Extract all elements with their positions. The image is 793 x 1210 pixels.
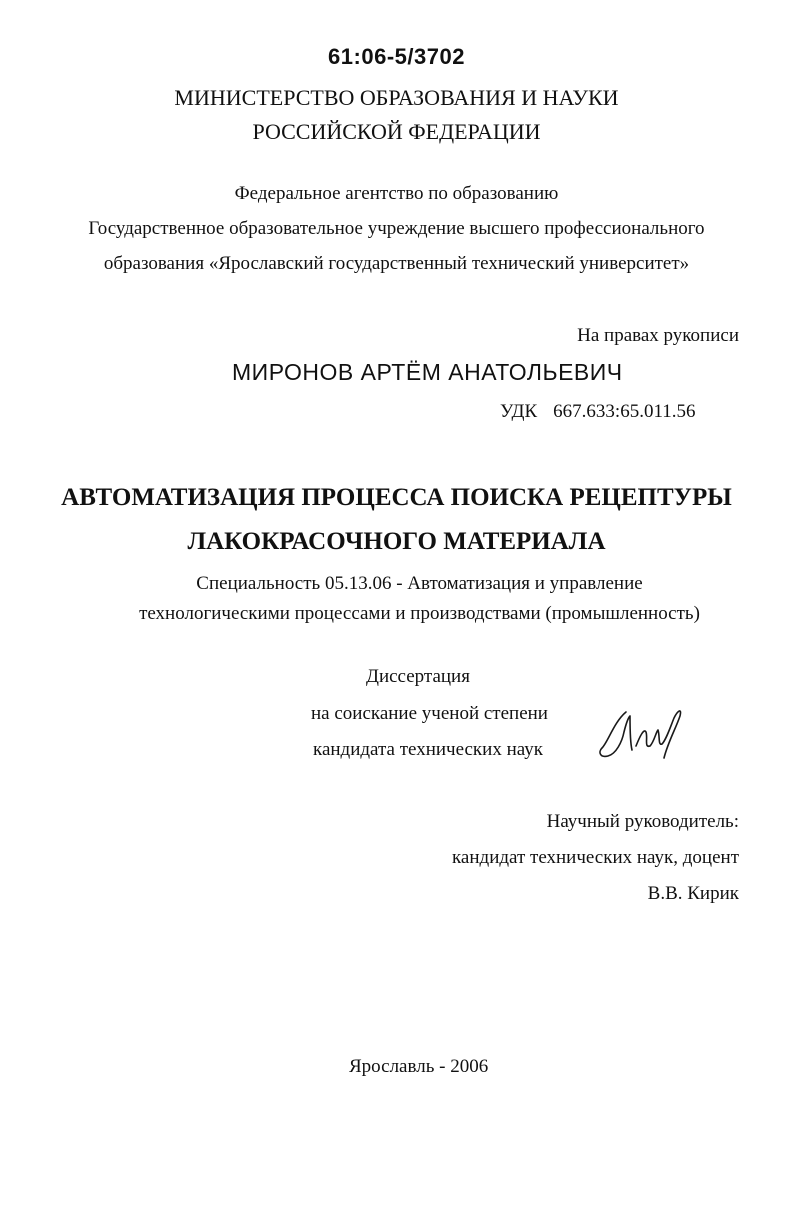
degree-type: Диссертация (366, 666, 470, 687)
supervisor-label: Научный руководитель: (546, 811, 739, 832)
udk-line (500, 402, 696, 421)
ministry-name-line1: МИНИСТЕРСТВО ОБРАЗОВАНИЯ И НАУКИ (174, 85, 619, 110)
agency-name: Федеральное агентство по образованию (234, 183, 559, 204)
degree-purpose: на соискание ученой степени (311, 703, 548, 724)
place-and-year: Ярославль - 2006 (349, 1056, 489, 1077)
specialty-line1: Специальность 05.13.06 - Автоматизация и управление (196, 573, 643, 594)
institution-line1: Государственное образовательное учреждение высшего профессионального (88, 218, 705, 239)
degree-name: кандидата технических наук (313, 739, 543, 760)
specialty-line2: технологическими процессами и производствами (промышленность) (139, 603, 700, 624)
supervisor-degree: кандидат технических наук, доцент (451, 847, 739, 868)
supervisor-name: В.В. Кирик (647, 883, 739, 904)
dissertation-title-line1: АВТОМАТИЗАЦИЯ ПРОЦЕССА ПОИСКА РЕЦЕПТУРЫ (61, 484, 732, 511)
dissertation-title-line2: ЛАКОКРАСОЧНОГО МАТЕРИАЛА (187, 528, 606, 555)
signature (596, 702, 684, 764)
author-name: МИРОНОВ АРТЁМ АНАТОЛЬЕВИЧ (232, 359, 623, 385)
institution-line2: образования «Ярославский государственный технический университет» (103, 253, 690, 274)
udk-value: 667.633:65.011.56 (553, 401, 696, 422)
udk-label: УДК (500, 401, 538, 422)
ministry-name-line2: РОССИЙСКОЙ ФЕДЕРАЦИИ (252, 119, 541, 144)
manuscript-rights: На правах рукописи (577, 325, 739, 346)
catalog-code: 61:06-5/3702 (328, 44, 465, 69)
